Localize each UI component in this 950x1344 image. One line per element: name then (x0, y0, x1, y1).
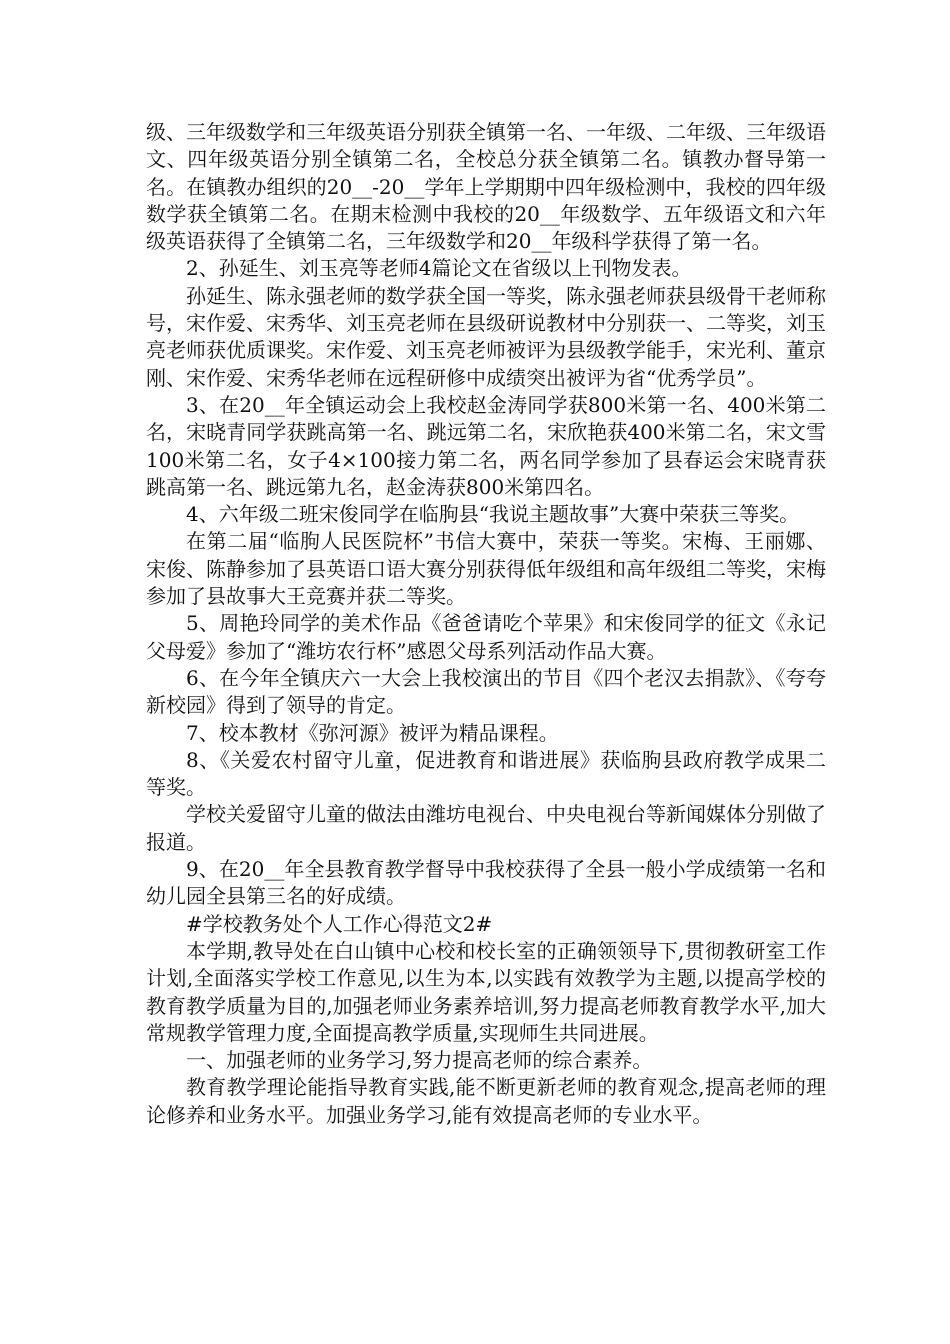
paragraph-8: 6、在今年全镇庆六一大会上我校演出的节目《四个老汉去捐款》、《夸夸新校园》得到了领导的肯定。 (146, 665, 826, 718)
paragraph-1: 级、三年级数学和三年级英语分别获全镇第一名、一年级、二年级、三年级语文、四年级英语分别全镇第二名，全校总分获全镇第二名。镇教办督导第一名。在镇教办组织的20__-20__学年上学期期中四年级检测中，我校的四年级数学获全镇第二名。在期末检测中我校的20__年级数学、五年级语文和六年级英语获得了全镇第二名，三年级数学和20__年级科学获得了第一名。 (146, 120, 826, 254)
subheading-1: 一、加强老师的业务学习,努力提高老师的综合素养。 (186, 1048, 653, 1073)
paragraph-4: 3、在20__年全镇运动会上我校赵金涛同学获800米第一名、400米第二名，宋晓青同学获跳高第一名、跳远第二名，宋欣艳获400米第二名，宋文雪100米第二名，女子4×100接力第二名，两名同学参加了县春运会宋晓青获跳高第一名、跳远第九名，赵金涛获800米第四名。 (146, 392, 826, 499)
section-heading: #学校教务处个人工作心得范文2# (186, 911, 493, 936)
paragraph-16: 教育教学理论能指导教育实践,能不断更新老师的教育观念,提高老师的理论修养和业务水平。加强业务学习,能有效提高老师的专业水平。 (146, 1075, 826, 1127)
paragraph-6: 在第二届“临朐人民医院杯”书信大赛中，荣获一等奖。宋梅、王丽娜、宋俊、陈静参加了县英语口语大赛分别获得低年级组和高年级组二等奖，宋梅参加了县故事大王竞赛并获二等奖。 (146, 529, 826, 609)
paragraph-11: 学校关爱留守儿童的做法由潍坊电视台、中央电视台等新闻媒体分别做了报道。 (146, 802, 826, 854)
paragraph-5: 4、六年级二班宋俊同学在临朐县“我说主题故事”大赛中荣获三等奖。 (186, 502, 800, 527)
paragraph-2: 2、孙延生、刘玉亮等老师4篇论文在省级以上刊物发表。 (186, 256, 692, 281)
paragraph-10: 8、《关爱农村留守儿童，促进教育和谐进展》获临朐县政府教学成果二等奖。 (146, 747, 826, 800)
paragraph-9: 7、校本教材《弥河源》被评为精品课程。 (186, 720, 559, 745)
paragraph-7: 5、周艳玲同学的美术作品《爸爸请吃个苹果》和宋俊同学的征文《永记父母爱》参加了“潍坊农行杯”感恩父母系列活动作品大赛。 (146, 611, 826, 663)
paragraph-3: 孙延生、陈永强老师的数学获全国一等奖，陈永强老师获县级骨干老师称号，宋作爱、宋秀华、刘玉亮老师在县级研说教材中分别获一、二等奖，刘玉亮老师获优质课奖。宋作爱、刘玉亮老师被评为县级教学能手，宋光利、董京刚、宋作爱、宋秀华老师在远程研修中成绩突出被评为省“优秀学员”。 (146, 283, 826, 390)
paragraph-12: 9、在20__年全县教育教学督导中我校获得了全县一般小学成绩第一名和幼儿园全县第三名的好成绩。 (146, 857, 826, 909)
document-body (146, 119, 826, 1129)
paragraph-14: 本学期,教导处在白山镇中心校和校长室的正确领领导下,贯彻教研室工作计划,全面落实学校工作意见,以生为本,以实践有效教学为主题,以提高学校的教育教学质量为目的,加强老师业务素养培训,努力提高老师教育教学水平,加大常规教学管理力度,全面提高教学质量,实现师生共同进展。 (146, 938, 826, 1045)
